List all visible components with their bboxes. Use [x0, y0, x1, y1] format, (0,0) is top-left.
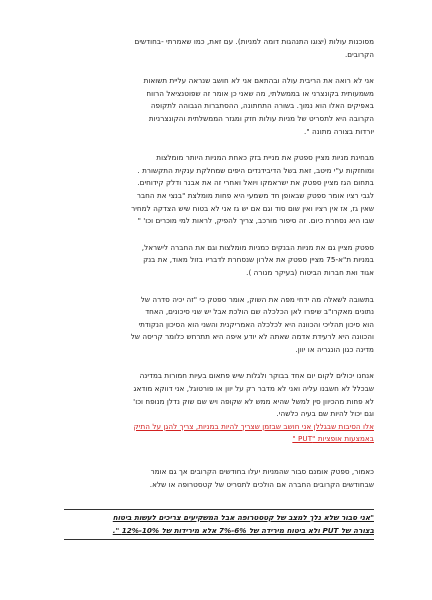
highlight-quote — [64, 512, 374, 537]
text-line: מסוכנות עולות (יצוגו התנהגות דומה למניות). עם זאת, כמו שאמרתי -בחודשים — [134, 37, 374, 46]
text-line: בתשובה לשאלה מה ידחי מפה את השוק, אומר ספטק כי "זה יכיה סדרה של — [140, 294, 374, 304]
paragraph-4 — [64, 242, 374, 280]
text-line: הקרובים. — [344, 49, 374, 59]
text-line: שאין גז, אז אין רציו ואין שום סוד וגם אם יש גז אני לא בטוח שיש הצדקה למחיר — [131, 203, 374, 213]
text-line: והכוונה היא לרעידת אדמה שאתה לא יודע איפה היא תתרחש כלומר קריסה של — [130, 332, 374, 342]
text-line: מבחינת מניות מציין ספטק את מניית בזק כאחת המניות היותר מומלצות — [156, 153, 374, 163]
paragraph-5 — [64, 294, 374, 357]
quote-line: בצורה של PUT ולא ביטוח מירידה של 6%-7% אלא מירידות של 10%-12% ". — [112, 525, 374, 535]
text-line: הקרובה היא לתסריט של מניות עולות חזק ומגזר הממשלתית והקונצרניות — [148, 113, 374, 123]
text-line: יורדות בצורה מתונה ". — [304, 126, 374, 136]
text-line: שבו היא נסחרת כיום. זה סיפור מורכב, צריך להפיק, לראות למי מוכרים וכו' " — [137, 216, 374, 226]
text-line: ספטק מציין גם את מניות הבנקים כמניות מומלצות וגם את החברה לישראל, — [141, 242, 374, 252]
text-line: במניות ת"א-75 מציין ספטק את אלרון שנסחרת לדבריו בזול מאוד, את בנק — [143, 255, 374, 265]
text-line: ומוחזקות ע"י מיטב, זאת בשל הדיבידנדים היפים שמחלקת ענקית התקשורת . — [137, 165, 374, 175]
highlighted-text-line: אלו הסיבות שבגללן אני חושב שבזמן שצריך להיות במניות, צריך להגן על התיק — [133, 421, 374, 431]
highlighted-text-line: באמצעות אופציות "PUT " — [292, 434, 374, 444]
text-line: נתונים מאקרו"ב שיפרו לאן הכלכלה שם הולכת אבל יש שני סיכונים, האחד — [145, 307, 374, 317]
paragraph-1 — [64, 36, 374, 61]
text-line: כאמור, ספטק אומנם סבור שהמניות יעלו בחודשים הקרובים אך גם אומר — [150, 467, 374, 477]
text-line: בתחום הגז מציין ספטק את ישראמקו ויואל ואחרי זה את אבנר ודלק קידוחים. — [137, 178, 374, 188]
text-line: לא פחות מהכיוון סין למשל שהיא ממש לא שקופה ויש שם שוק נדלן מנופח וכו' — [133, 396, 374, 406]
text-line: באפיקים האלו הוא נמוך. בשורה התחתונה, ההסתברות הגבוהה לתקופה — [150, 101, 374, 111]
text-line: אגוד ואת חברות הביטוח (בעיקר מנורה ). — [246, 267, 374, 277]
quote-box — [64, 509, 374, 540]
paragraph-2 — [64, 75, 374, 138]
paragraph-6 — [64, 370, 374, 446]
quote-line: "אני סבור שלא נלך למצב של קטסטרופה אבל המשקיעים צריכים לעשות ביטוח — [112, 513, 374, 523]
paragraph-7 — [64, 466, 374, 491]
text-line: שבחודשים הקרובים החברה אם הולכים לתסריט של קטסטרופה או שלא. — [149, 479, 374, 489]
text-line: שבכלל לא חשבנו עליה ואני לא מדבר רק על יוון או פורטוגל, אני דווקא מודאג — [133, 384, 374, 394]
article-body — [64, 36, 374, 540]
text-line: לגבי רציו אומר ספטק שבאופן חד משמעי היא פחות מומלצת "בנצי את החבר — [136, 190, 374, 200]
text-line: וגם יכול להיות שם בעיה כלשהי. — [276, 409, 374, 419]
text-line: אנחנו יכולים לקום יום אחד בבוקר ולגלות שיש פתאום בעיות חמורות במדינה — [139, 371, 374, 381]
paragraph-3 — [64, 152, 374, 228]
text-line: משמעותית בקונצרני או בממשלתי, מה שאני כן אומר זה שפוטנציאל הרווח — [146, 88, 374, 98]
text-line: מדינה כגון הונגריה או יוון. — [295, 344, 374, 354]
text-line: אני לא רואה את הריבית עולה ובהתאם אני לא חושב שנראה עליית תשואות — [143, 76, 374, 86]
text-line: הוא סיכון תהליכי והכוונה היא לכלכלה האמריקנית והשני הוא הסיכון הנקודתי — [138, 319, 374, 329]
